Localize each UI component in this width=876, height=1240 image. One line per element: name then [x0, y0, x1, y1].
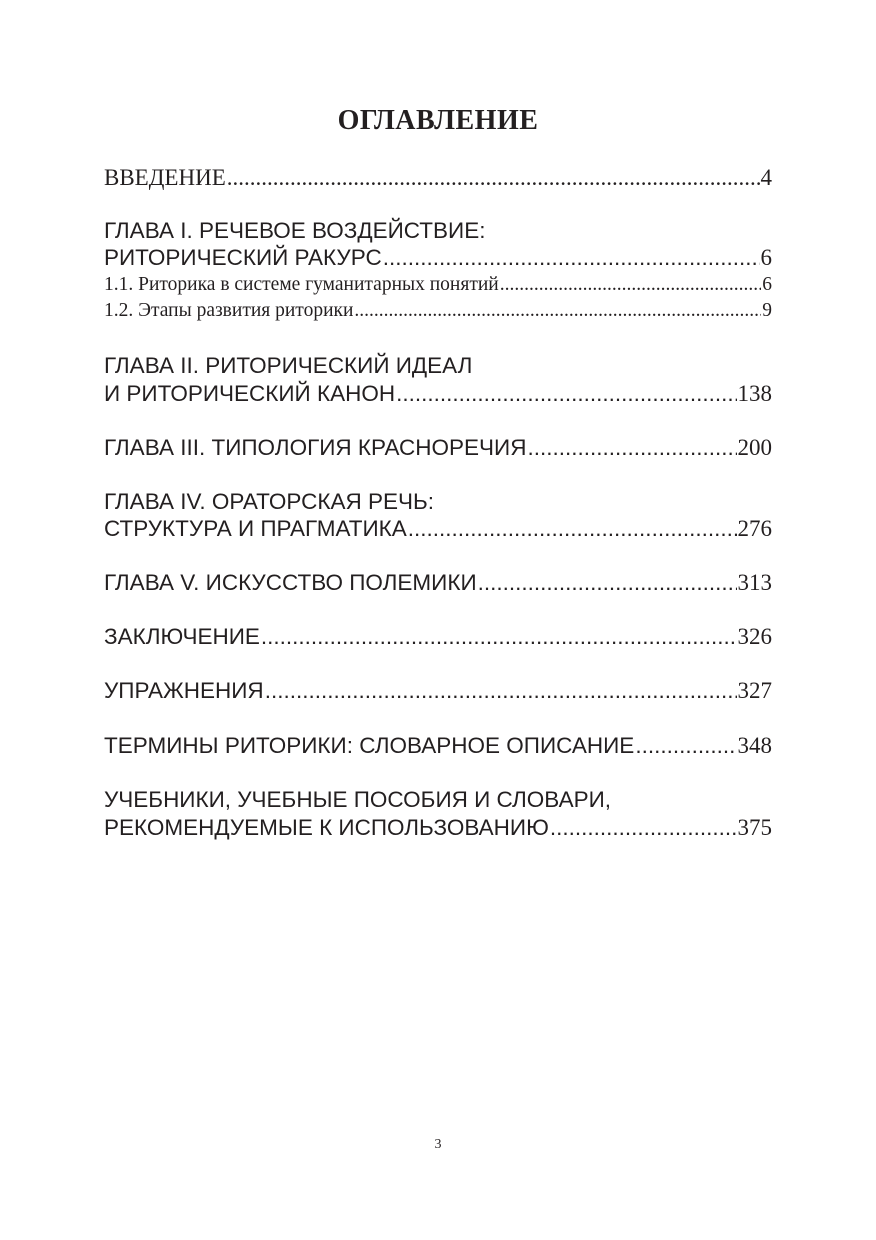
toc-page-number: 276 [737, 516, 772, 541]
toc-entry-label: ГЛАВА II. РИТОРИЧЕСКИЙ ИДЕАЛ [104, 353, 473, 378]
toc-page-number: 138 [737, 381, 772, 406]
toc-entry-label: ВВЕДЕНИЕ [104, 165, 226, 190]
toc-entry-label: 1.1. Риторика в системе гуманитарных понятий [104, 274, 499, 295]
toc-entry-chapter-2[interactable] [104, 379, 772, 409]
toc-page-number: 200 [737, 435, 772, 460]
toc-bibliography-title-line [104, 785, 772, 815]
page-title: ОГЛАВЛЕНИЕ [337, 105, 539, 136]
toc-page-number: 327 [737, 678, 772, 703]
toc-entry-label: РЕКОМЕНДУЕМЫЕ К ИСПОЛЬЗОВАНИЮ [104, 815, 549, 840]
toc-chapter-2-title-line [104, 351, 772, 381]
toc-entry-chapter-3[interactable] [104, 433, 772, 463]
toc-entry-conclusion[interactable] [104, 622, 772, 652]
dot-leader [227, 163, 760, 193]
toc-entry-label: ГЛАВА IV. ОРАТОРСКАЯ РЕЧЬ: [104, 489, 435, 514]
toc-entry-label: ЗАКЛЮЧЕНИЕ [104, 624, 260, 649]
toc-entry-label: ГЛАВА V. ИСКУССТВО ПОЛЕМИКИ [104, 570, 477, 595]
toc-page-number: 6 [760, 245, 772, 270]
dot-leader [354, 298, 761, 324]
toc-page-number: 375 [737, 815, 772, 840]
dot-leader [500, 272, 762, 298]
toc-page-number: 4 [760, 165, 772, 190]
toc-entry-label: УПРАЖНЕНИЯ [104, 678, 264, 703]
toc-chapter-4-title-line [104, 487, 772, 517]
toc-page-number: 9 [762, 300, 772, 321]
toc-entry-label: РИТОРИЧЕСКИЙ РАКУРС [104, 245, 382, 270]
dot-leader [635, 731, 736, 761]
toc-entry-section-1-2[interactable] [104, 298, 772, 324]
toc-page-number: 348 [737, 733, 772, 758]
dot-leader [527, 433, 736, 463]
toc-entry-exercises[interactable] [104, 676, 772, 706]
toc-entry-label: ГЛАВА III. ТИПОЛОГИЯ КРАСНОРЕЧИЯ [104, 435, 527, 460]
toc-entry-section-1-1[interactable] [104, 272, 772, 298]
toc-entry-glossary[interactable] [104, 731, 772, 761]
toc-entry-label: ТЕРМИНЫ РИТОРИКИ: СЛОВАРНОЕ ОПИСАНИЕ [104, 733, 635, 758]
toc-entry-chapter-1[interactable] [104, 243, 772, 273]
dot-leader [383, 243, 760, 273]
toc-entry-bibliography[interactable] [104, 813, 772, 843]
toc-entry-chapter-4[interactable] [104, 514, 772, 544]
toc-chapter-1-title-line [104, 216, 772, 246]
dot-leader [550, 813, 737, 843]
toc-entry-introduction[interactable] [104, 163, 772, 193]
dot-leader [408, 514, 737, 544]
dot-leader [261, 622, 737, 652]
toc-page-number: 326 [737, 624, 772, 649]
page-number: 3 [434, 1137, 442, 1152]
toc-entry-label: 1.2. Этапы развития риторики [104, 300, 354, 321]
toc-entry-label: СТРУКТУРА И ПРАГМАТИКА [104, 516, 407, 541]
dot-leader [478, 568, 737, 598]
toc-page-number: 313 [737, 570, 772, 595]
dot-leader [396, 379, 736, 409]
toc-page-number: 6 [762, 274, 772, 295]
toc-entry-label: ГЛАВА I. РЕЧЕВОЕ ВОЗДЕЙСТВИЕ: [104, 218, 486, 243]
toc-entry-chapter-5[interactable] [104, 568, 772, 598]
dot-leader [265, 676, 737, 706]
toc-entry-label: И РИТОРИЧЕСКИЙ КАНОН [104, 381, 396, 406]
toc-entry-label: УЧЕБНИКИ, УЧЕБНЫЕ ПОСОБИЯ И СЛОВАРИ, [104, 787, 612, 812]
